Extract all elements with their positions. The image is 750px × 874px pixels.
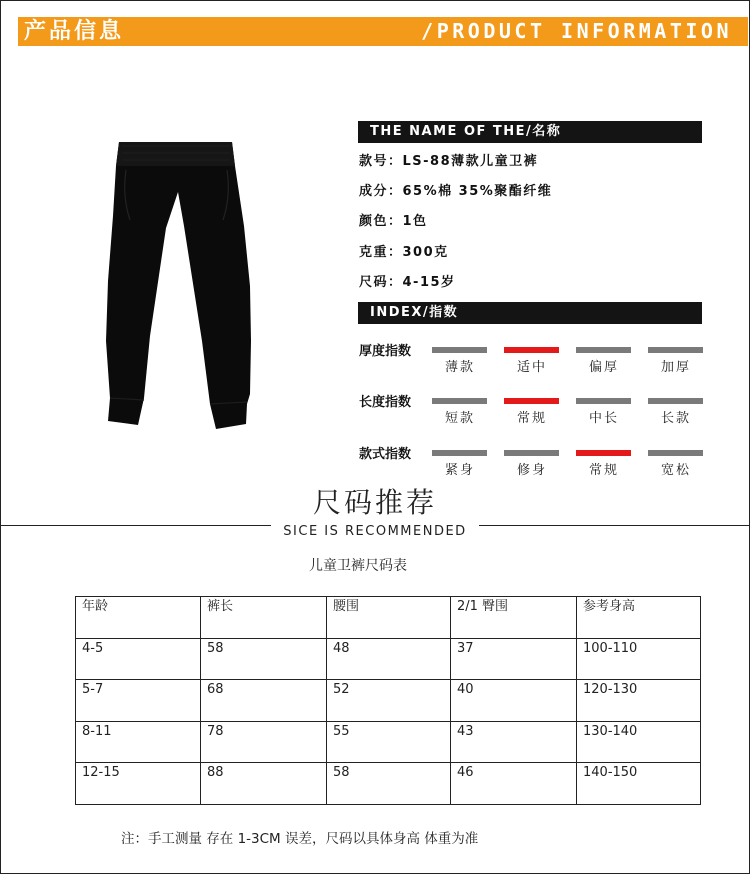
index-option-label: 薄款 bbox=[444, 360, 475, 375]
kids-sweatpants-image bbox=[104, 136, 254, 440]
size-table-cell: 58 bbox=[327, 763, 451, 805]
index-segment-selected bbox=[504, 398, 559, 404]
index-option-label: 长款 bbox=[660, 411, 691, 426]
index-segment bbox=[576, 398, 631, 404]
size-table-row bbox=[76, 721, 701, 763]
header-title-cn: 产品信息 bbox=[24, 19, 125, 44]
index-option-label: 偏厚 bbox=[588, 360, 619, 375]
spec-model: 款号：LS-88薄款儿童卫裤 bbox=[359, 154, 539, 169]
index-row-label: 厚度指数 bbox=[359, 344, 412, 359]
size-table-header-cell: 2/1 臀围 bbox=[451, 597, 577, 639]
size-table-row bbox=[76, 763, 701, 805]
size-table-cell: 120-130 bbox=[577, 680, 701, 722]
size-table-cell: 88 bbox=[201, 763, 327, 805]
size-table-header-row bbox=[76, 597, 701, 639]
index-segment bbox=[648, 347, 703, 353]
size-table-cell: 8-11 bbox=[76, 721, 201, 763]
index-segment bbox=[648, 450, 703, 456]
index-row-label: 款式指数 bbox=[359, 447, 412, 462]
index-option-label: 修身 bbox=[516, 463, 547, 478]
index-option-label: 适中 bbox=[516, 360, 547, 375]
size-table-cell: 37 bbox=[451, 638, 577, 680]
size-table-title: 儿童卫裤尺码表 bbox=[309, 558, 407, 574]
size-table-cell: 43 bbox=[451, 721, 577, 763]
size-table-cell: 4-5 bbox=[76, 638, 201, 680]
size-table-row bbox=[76, 680, 701, 722]
spec-material: 成分：65%棉 35%聚酯纤维 bbox=[359, 184, 553, 199]
index-segment-selected bbox=[576, 450, 631, 456]
index-segment bbox=[504, 450, 559, 456]
index-segment bbox=[432, 398, 487, 404]
index-option-label: 常规 bbox=[588, 463, 619, 478]
recommend-subtitle: SICE IS RECOMMENDED bbox=[283, 524, 467, 539]
size-table-cell: 48 bbox=[327, 638, 451, 680]
index-option-label: 常规 bbox=[516, 411, 547, 426]
index-option-label: 中长 bbox=[588, 411, 619, 426]
size-table-header-cell: 参考身高 bbox=[577, 597, 701, 639]
size-table-cell: 78 bbox=[201, 721, 327, 763]
index-option-label: 短款 bbox=[444, 411, 475, 426]
size-table-cell: 12-15 bbox=[76, 763, 201, 805]
size-table-cell: 52 bbox=[327, 680, 451, 722]
header-title-en: /PRODUCT INFORMATION bbox=[421, 19, 732, 43]
size-table-cell: 58 bbox=[201, 638, 327, 680]
size-table bbox=[75, 596, 701, 805]
name-section-bar bbox=[358, 121, 702, 143]
size-table-header-cell: 年龄 bbox=[76, 597, 201, 639]
index-segment bbox=[648, 398, 703, 404]
index-option-label: 紧身 bbox=[444, 463, 475, 478]
index-segment-selected bbox=[504, 347, 559, 353]
size-table-cell: 46 bbox=[451, 763, 577, 805]
index-segment bbox=[576, 347, 631, 353]
size-table-row bbox=[76, 638, 701, 680]
index-row-label: 长度指数 bbox=[359, 395, 412, 410]
spec-color: 颜色：1色 bbox=[359, 214, 428, 229]
size-table-header-cell: 腰围 bbox=[327, 597, 451, 639]
index-section-title: INDEX/指数 bbox=[370, 305, 459, 320]
size-table-cell: 68 bbox=[201, 680, 327, 722]
header-bar bbox=[18, 17, 748, 46]
size-table-cell: 140-150 bbox=[577, 763, 701, 805]
index-option-label: 加厚 bbox=[660, 360, 691, 375]
index-segment bbox=[432, 347, 487, 353]
index-section-bar bbox=[358, 302, 702, 324]
size-table-cell: 130-140 bbox=[577, 721, 701, 763]
index-segment bbox=[432, 450, 487, 456]
spec-weight: 克重：300克 bbox=[359, 245, 449, 260]
size-table-cell: 5-7 bbox=[76, 680, 201, 722]
index-option-label: 宽松 bbox=[660, 463, 691, 478]
size-table-cell: 100-110 bbox=[577, 638, 701, 680]
size-table-cell: 55 bbox=[327, 721, 451, 763]
name-section-title: THE NAME OF THE/名称 bbox=[370, 124, 562, 139]
size-table-header-cell: 裤长 bbox=[201, 597, 327, 639]
recommend-title: 尺码推荐 bbox=[312, 486, 437, 519]
size-table-cell: 40 bbox=[451, 680, 577, 722]
footnote: 注：手工测量 存在 1-3CM 误差，尺码以具体身高 体重为准 bbox=[121, 831, 479, 847]
spec-size: 尺码：4-15岁 bbox=[359, 275, 456, 290]
